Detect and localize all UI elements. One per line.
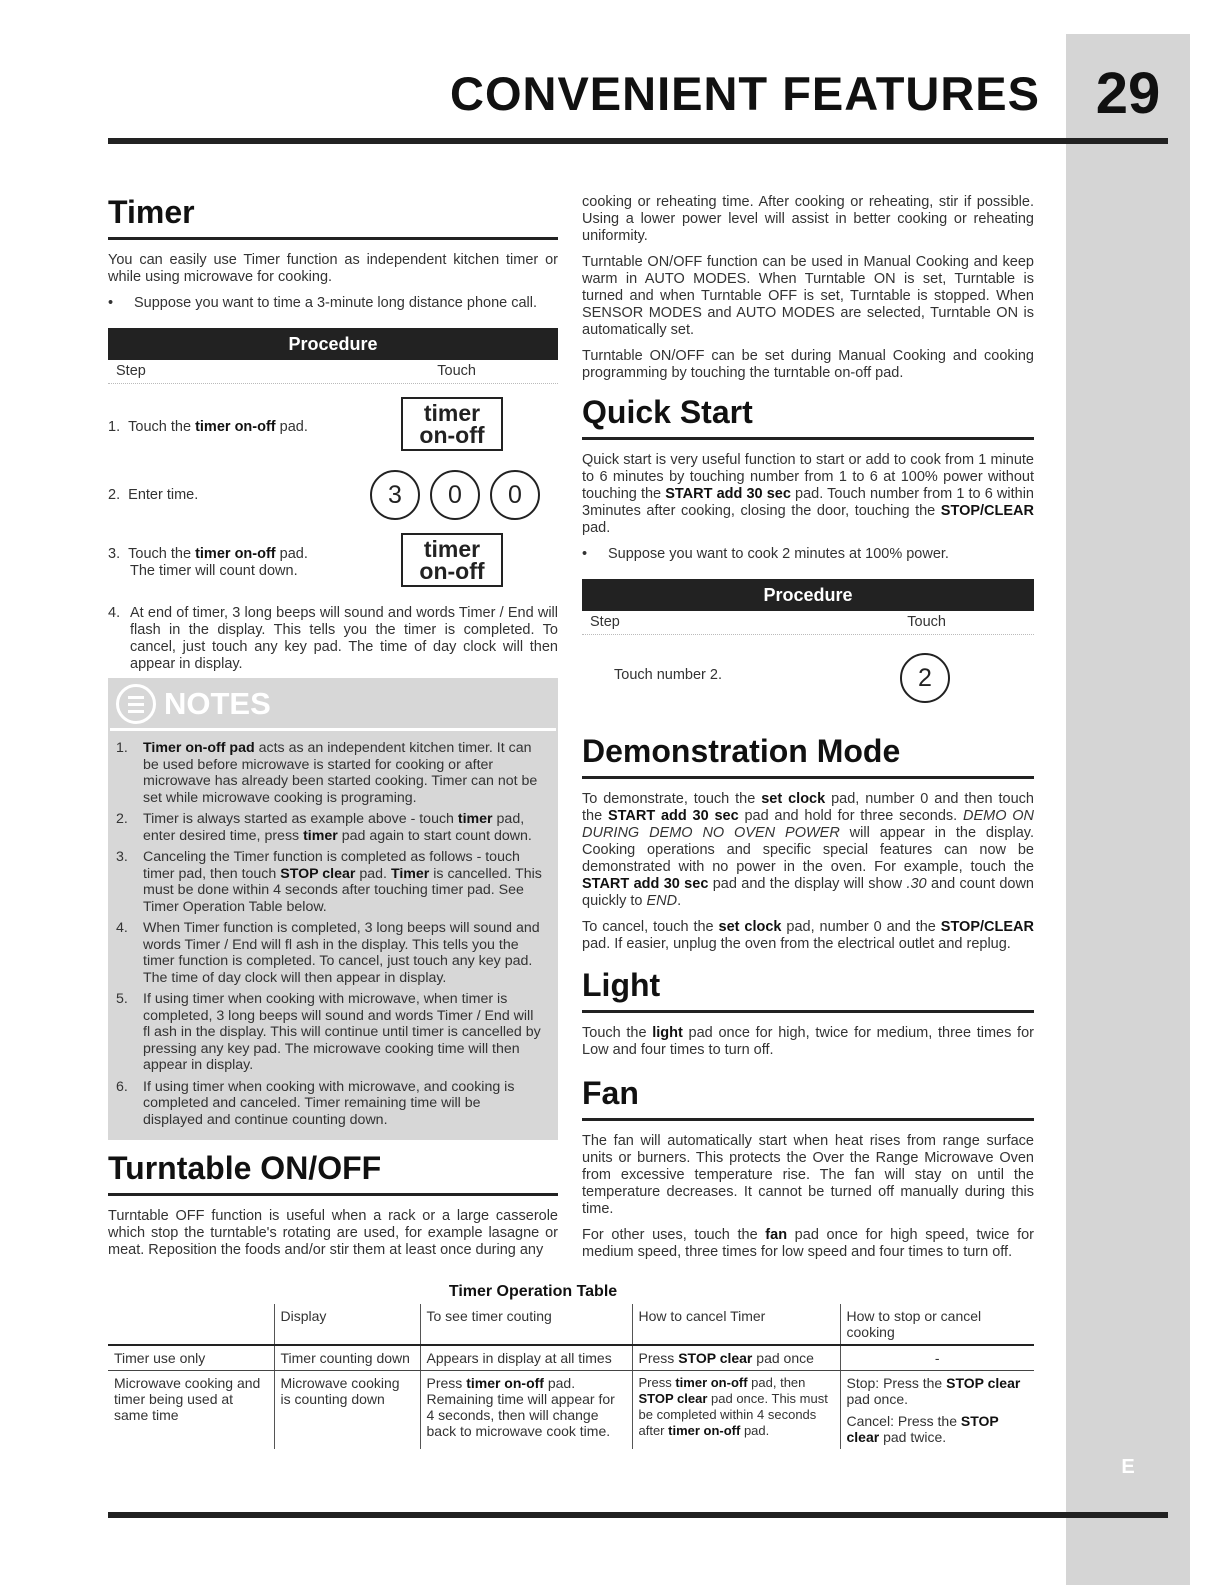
notes-title: NOTES xyxy=(116,684,271,724)
timer-heading-rule xyxy=(108,237,558,240)
timer-step-2: 2. Enter time. xyxy=(108,487,199,503)
turntable-paragraph: Turntable OFF function is useful when a rack or a large casserole which stop the turntable's rotating are used, for example lasagne or meat. Reposition the foods and/or stir them at least once during any xyxy=(108,1208,558,1258)
header-display: Display xyxy=(274,1304,420,1345)
language-tab: E xyxy=(1121,1456,1135,1478)
step-label: Step xyxy=(116,363,146,379)
table-row: Microwave cooking and timer being used at same time Microwave cooking is counting down Press timer on-off pad. Remaining time will appear for 4 seconds, then will change back to microwave cook time. Press timer on-off pad, then STOP clear pad once. This must be completed within 4 seconds after timer on-off pad. Stop: Press the STOP clear pad once. Cancel: Press the STOP clear pad twice. xyxy=(108,1371,1034,1450)
demo-heading: Demonstration Mode xyxy=(582,733,901,769)
quick-start-step: Touch number 2. 2 xyxy=(582,635,1034,715)
turntable-paragraph-3: Turntable ON/OFF can be set during Manual Cooking and cooking programming by touching the turntable on-off pad. xyxy=(582,348,1034,381)
quick-start-step-header: Step Touch xyxy=(582,614,1034,635)
quick-start-bullet: • Suppose you want to cook 2 minutes at 100% power. xyxy=(582,546,949,562)
timer-operation-table xyxy=(108,1304,1034,1449)
note-item: 6. If using timer when cooking with microwave, and cooking is completed and canceled. Timer remaining time will be displayed and continue counting down. xyxy=(116,1078,515,1128)
fan-paragraph-1: The fan will automatically start when heat rises from range surface units or burners. This protects the Over the Range Microwave Oven from excessive temperature rise. The fan will stay on until the temperature decreases. It cannot be turned off manually during this time. xyxy=(582,1133,1034,1217)
timer-step-3: 3. Touch the timer on-off pad. The timer will count down. xyxy=(108,546,308,579)
side-tab xyxy=(1066,34,1190,1585)
timer-step-1: 1. Touch the timer on-off pad. xyxy=(108,419,308,435)
light-paragraph: Touch the light pad once for high, twice for medium, three times for Low and four times to turn off. xyxy=(582,1025,1034,1058)
timer-on-off-pad: timer on-off xyxy=(401,397,503,451)
notes-list xyxy=(116,740,544,1133)
top-rule xyxy=(108,138,1168,144)
timer-heading: Timer xyxy=(108,194,195,230)
quick-start-paragraph: Quick start is very useful function to start or add to cook from 1 minute to 6 minutes by touching number from 1 to 6 at 100% power without touching the START add 30 sec pad. Touch number from 1 to 6 within 3minutes after cooking, closing the door, touching the STOP/CLEAR pad. xyxy=(582,452,1034,536)
note-item: 3. Canceling the Timer function is completed as follows - touch timer pad, then touch STOP clear pad. Timer is cancelled. This must be done within 4 seconds after touching timer pad. See Timer Operation Table below. xyxy=(116,849,542,915)
quick-start-procedure-bar: Procedure xyxy=(582,579,1034,611)
note-item: 4. When Timer function is completed, 3 long beeps will sound and words Timer / End will fl ash in the display. This tells you the timer function is completed. To cancel, just touch any key pad. The time of day clock will then appear in display. xyxy=(116,920,540,986)
light-heading-rule xyxy=(582,1010,1034,1013)
note-item: 2. Timer is always started as example above - touch timer pad, enter desired time, press timer pad again to start count down. xyxy=(116,811,532,844)
timer-intro: You can easily use Timer function as independent kitchen timer or while using microwave for cooking. xyxy=(108,252,558,285)
demo-paragraph-1: To demonstrate, touch the set clock pad, number 0 and then touch the START add 30 sec pad and hold for three seconds. DEMO ON DURING DEMO NO OVEN POWER will appear in the display. Cooking operations and specific special features can now be demonstrated with no power in the oven. For example, touch the START add 30 sec pad and the display will show .30 and count down quickly to END. xyxy=(582,791,1035,909)
digit-0-key: 0 xyxy=(490,470,540,520)
turntable-paragraph-cont: cooking or reheating time. After cooking or reheating, stir if possible. Using a lower power level will assist in better cooking or reheating uniformity. xyxy=(582,194,1034,244)
demo-paragraph-2: To cancel, touch the set clock pad, number 0 and the STOP/CLEAR pad. If easier, unplug the oven from the electrical outlet and replug. xyxy=(582,919,1034,952)
table-row: Timer use only Timer counting down Appears in display at all times Press STOP clear pad once - xyxy=(108,1345,1034,1371)
page-number: 29 xyxy=(1095,61,1161,126)
note-item: 1. Timer on-off pad acts as an independent kitchen timer. It can be used before microwave is started for cooking or after microwave has already been started cooking. Timer can not be set while microwave cooking is programing. xyxy=(116,740,538,806)
timer-step-header xyxy=(108,363,558,384)
bottom-rule xyxy=(108,1512,1168,1518)
demo-heading-rule xyxy=(582,776,1034,779)
header-cancel-timer: How to cancel Timer xyxy=(632,1304,840,1345)
table-header-row xyxy=(108,1304,1034,1345)
header-stop-cooking: How to stop or cancel cooking xyxy=(840,1304,1034,1345)
header-see-timer: To see timer couting xyxy=(420,1304,632,1345)
quick-start-heading-rule xyxy=(582,437,1034,440)
timer-bullet: • Suppose you want to time a 3-minute long distance phone call. xyxy=(108,295,538,311)
digit-0-key: 0 xyxy=(430,470,480,520)
fan-paragraph-2: For other uses, touch the fan pad once for high speed, twice for medium speed, three times for low speed and four times to turn off. xyxy=(582,1227,1034,1260)
digit-3-key: 3 xyxy=(370,470,420,520)
right-column xyxy=(582,194,1034,1270)
turntable-paragraph-2: Turntable ON/OFF function can be used in Manual Cooking and keep warm in AUTO MODES. When Turntable ON is set, Turntable is turned and when Turntable OFF is set, Turntable is stopped. When SENSOR MODES and AUTO MODES are selected, Turntable ON is automatically set. xyxy=(582,254,1034,338)
fan-heading-rule xyxy=(582,1118,1034,1121)
digit-2-key: 2 xyxy=(900,653,950,703)
turntable-heading: Turntable ON/OFF xyxy=(108,1150,382,1186)
table-title: Timer Operation Table xyxy=(448,1283,618,1300)
fan-heading: Fan xyxy=(582,1075,639,1111)
light-heading: Light xyxy=(582,967,661,1003)
turntable-heading-rule xyxy=(108,1193,558,1196)
page-title: CONVENIENT FEATURES xyxy=(450,67,1040,120)
timer-procedure-bar: Procedure xyxy=(108,328,558,360)
notes-rule xyxy=(110,728,556,731)
timer-section xyxy=(108,194,558,384)
quick-start-heading: Quick Start xyxy=(582,394,753,430)
touch-label: Touch xyxy=(437,363,476,379)
timer-step-4: 4. At end of timer, 3 long beeps will sound and words Timer / End will flash in the display. This tells you the timer is completed. To cancel, just touch any key pad. The time of day clock will then appear in display. xyxy=(108,605,558,672)
note-item: 5. If using timer when cooking with microwave, when timer is completed, 3 long beeps will sound and words Timer / End will fl ash in the display. This will continue until timer is cancelled by pressing any key pad. The microwave cooking time will then appear in display. xyxy=(116,991,541,1073)
notes-icon xyxy=(116,684,156,724)
turntable-section xyxy=(108,1150,558,1268)
timer-on-off-pad: timer on-off xyxy=(401,533,503,587)
